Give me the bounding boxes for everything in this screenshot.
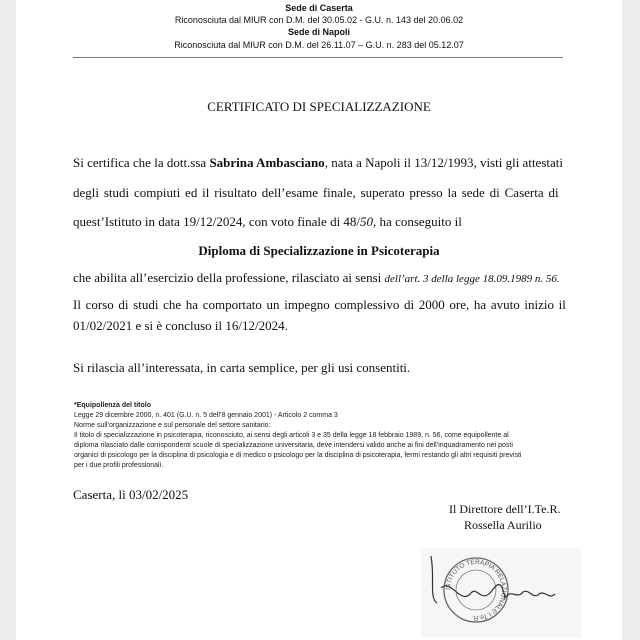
footnote-line: organici di psicologo per la disciplina di psicologia e di medico o psicologo per la disciplina di psicoterapia, fermi restando gli altri requisiti previsti	[74, 452, 522, 459]
body-line-3	[73, 214, 462, 230]
body-line-8: Si rilascia all’interessata, in carta semplice, per gli usi consentiti.	[73, 360, 411, 375]
body-line-6: Il corso di studi che ha comportato un impegno complessivo di 2000 ore, ha avuto inizio il	[73, 297, 566, 312]
grade-max: 50	[360, 214, 374, 229]
footnote	[74, 401, 521, 471]
sede-caserta-title: Sede di Caserta	[285, 3, 353, 13]
diploma-title: Diploma di Specializzazione in Psicoterapia	[198, 243, 440, 258]
place-date: Caserta, lì 03/02/2025	[73, 487, 189, 502]
sede-napoli-title: Sede di Napoli	[287, 27, 350, 37]
header-divider	[73, 57, 563, 58]
footnote-line: Il titolo di specializzazione in psicoterapia, riconosciuto, ai sensi degli articoli 3 e 35 della legge 18 febbraio 1989, n. 56, come equipollente al	[74, 432, 509, 439]
stamp-and-signature	[421, 548, 581, 638]
body-line-2: degli studi compiuti ed il risultato dell’esame finale, superato presso la sede di Caserta di	[73, 185, 559, 200]
body-line-7: 01/02/2021 e si è concluso il 16/12/2024.	[73, 318, 288, 333]
stamp-text: ISTITUTO TERAPIA RELAZIONALE I.Te.R.	[444, 558, 508, 622]
footnote-line: Legge 29 dicembre 2000, n. 401 (G.U. n. 5 dell’8 gennaio 2001) - Articolo 2 comma 3	[74, 412, 338, 419]
sede-caserta-text: Riconosciuta dal MIUR con D.M. del 30.05.02 - G.U. n. 143 del 20.06.02	[174, 15, 464, 25]
text: che abilita all’esercizio della professione, rilasciato ai sensi	[73, 270, 385, 285]
footnote-title: *Equipollenza del titolo	[74, 402, 151, 409]
recipient-name: Sabrina Ambasciano	[209, 155, 325, 170]
document-title: CERTIFICATO DI SPECIALIZZAZIONE	[207, 99, 431, 114]
text: Si certifica che la dott.ssa	[73, 155, 210, 170]
text: , nata a Napoli il 13/12/1993, visti gli attestati	[324, 155, 563, 170]
footnote-line: Norme sull’organizzazione e sul personale del settore sanitario:	[74, 422, 271, 429]
sede-napoli-text: Riconosciuta dal MIUR con D.M. del 26.11.07 – G.U. n. 283 del 05.12.07	[174, 40, 464, 50]
text: , ha conseguito il	[373, 214, 462, 229]
certificate-page	[16, 0, 622, 640]
body-line-5	[73, 270, 560, 286]
signatory-name: Rossella Aurilio	[464, 518, 542, 532]
text: quest’Istituto in data 19/12/2024, con voto finale di 48/	[73, 214, 361, 229]
law-reference: dell’art. 3 della legge 18.09.1989 n. 56.	[384, 273, 560, 285]
footnote-line: diploma rilasciato dalle corrispondenti scuole di specializzazione universitaria, deve intendersi valido anche ai fini dell’inquadramento nei posti	[74, 442, 513, 449]
footnote-line: per i due profili professionali.	[74, 462, 164, 469]
signatory-role: Il Direttore dell’I.Te.R.	[449, 502, 561, 516]
body-line-1	[73, 155, 563, 171]
